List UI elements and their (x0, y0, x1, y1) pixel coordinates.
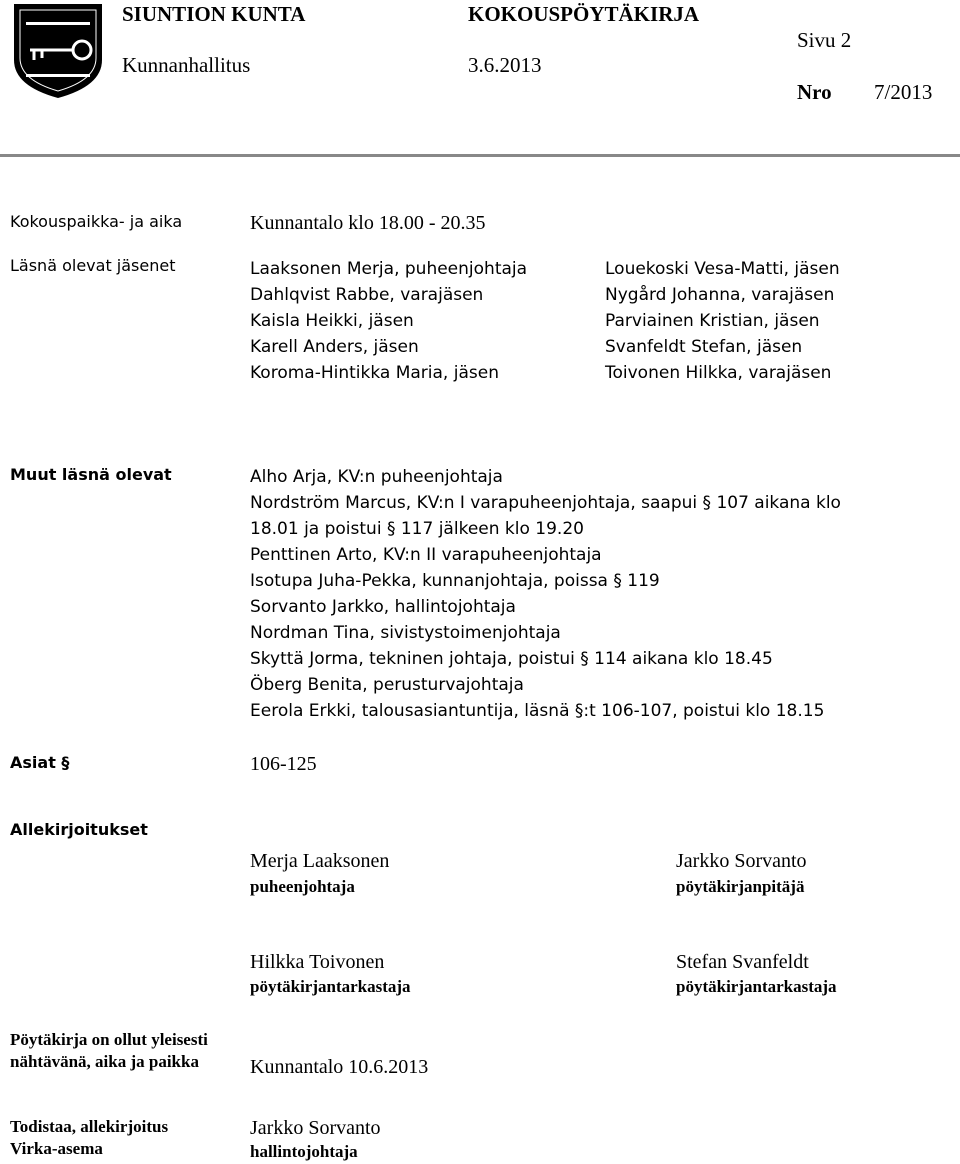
public-display-value: Kunnantalo 10.6.2013 (250, 1056, 429, 1078)
member: Louekoski Vesa-Matti, jäsen (605, 259, 840, 279)
public-display-label-line: Pöytäkirja on ollut yleisesti (10, 1030, 208, 1049)
certify-title: hallintojohtaja (250, 1142, 358, 1161)
items-label: Asiat § (10, 753, 70, 772)
meeting-date: 3.6.2013 (468, 53, 542, 77)
attendee: Nordman Tina, sivistystoimenjohtaja (250, 623, 561, 643)
meeting-body: Kunnanhallitus (122, 53, 251, 77)
attendee: Alho Arja, KV:n puheenjohtaja (250, 467, 503, 487)
signature-title-secretary: pöytäkirjanpitäjä (676, 877, 805, 896)
member: Toivonen Hilkka, varajäsen (605, 363, 832, 383)
signature-title-inspector-1: pöytäkirjantarkastaja (250, 977, 411, 996)
certify-label-line: Todistaa, allekirjoitus (10, 1117, 169, 1136)
municipality-coat-of-arms (12, 2, 104, 100)
page-number: Sivu 2 (797, 28, 852, 52)
attendee: Eerola Erkki, talousasiantuntija, läsnä §:t 106-107, poistui klo 18.15 (250, 701, 825, 721)
nro-label: Nro (797, 80, 832, 104)
signature-title-inspector-2: pöytäkirjantarkastaja (676, 977, 837, 996)
attendee: Öberg Benita, perusturvajohtaja (250, 675, 524, 695)
member: Dahlqvist Rabbe, varajäsen (250, 285, 484, 305)
items-value: 106-125 (250, 753, 317, 775)
member: Laaksonen Merja, puheenjohtaja (250, 259, 528, 279)
members-left-list (250, 256, 527, 386)
place-label: Kokouspaikka- ja aika (10, 212, 183, 231)
attendee: Sorvanto Jarkko, hallintojohtaja (250, 597, 516, 617)
certify-label-line: Virka-asema (10, 1139, 103, 1158)
members-label: Läsnä olevat jäsenet (10, 256, 176, 275)
place-value: Kunnantalo klo 18.00 - 20.35 (250, 212, 486, 234)
public-display-label (10, 1029, 208, 1073)
public-display-label-line: nähtävänä, aika ja paikka (10, 1052, 199, 1071)
member: Karell Anders, jäsen (250, 337, 419, 357)
attendee: Nordström Marcus, KV:n I varapuheenjohtaja, saapui § 107 aikana klo (250, 493, 841, 513)
signature-name-inspector-2: Stefan Svanfeldt (676, 951, 809, 973)
header-divider (0, 154, 960, 157)
attendee: 18.01 ja poistui § 117 jälkeen klo 19.20 (250, 519, 584, 539)
members-right-list (605, 256, 840, 386)
others-list (250, 464, 841, 724)
member: Nygård Johanna, varajäsen (605, 285, 835, 305)
document-type: KOKOUSPÖYTÄKIRJA (468, 2, 700, 26)
member: Parviainen Kristian, jäsen (605, 311, 820, 331)
certify-label (10, 1116, 168, 1160)
attendee: Penttinen Arto, KV:n II varapuheenjohtaja (250, 545, 602, 565)
others-label: Muut läsnä olevat (10, 465, 172, 484)
attendee: Isotupa Juha-Pekka, kunnanjohtaja, poissa § 119 (250, 571, 660, 591)
signature-title-chair: puheenjohtaja (250, 877, 355, 896)
member: Svanfeldt Stefan, jäsen (605, 337, 803, 357)
member: Koroma-Hintikka Maria, jäsen (250, 363, 499, 383)
signature-name-chair: Merja Laaksonen (250, 850, 390, 872)
certify-name: Jarkko Sorvanto (250, 1117, 381, 1139)
signatures-label: Allekirjoitukset (10, 820, 148, 839)
municipality-name: SIUNTION KUNTA (122, 2, 306, 26)
attendee: Skyttä Jorma, tekninen johtaja, poistui § 114 aikana klo 18.45 (250, 649, 773, 669)
nro-value: 7/2013 (874, 80, 933, 104)
signature-name-inspector-1: Hilkka Toivonen (250, 951, 385, 973)
signature-name-secretary: Jarkko Sorvanto (676, 850, 807, 872)
member: Kaisla Heikki, jäsen (250, 311, 414, 331)
